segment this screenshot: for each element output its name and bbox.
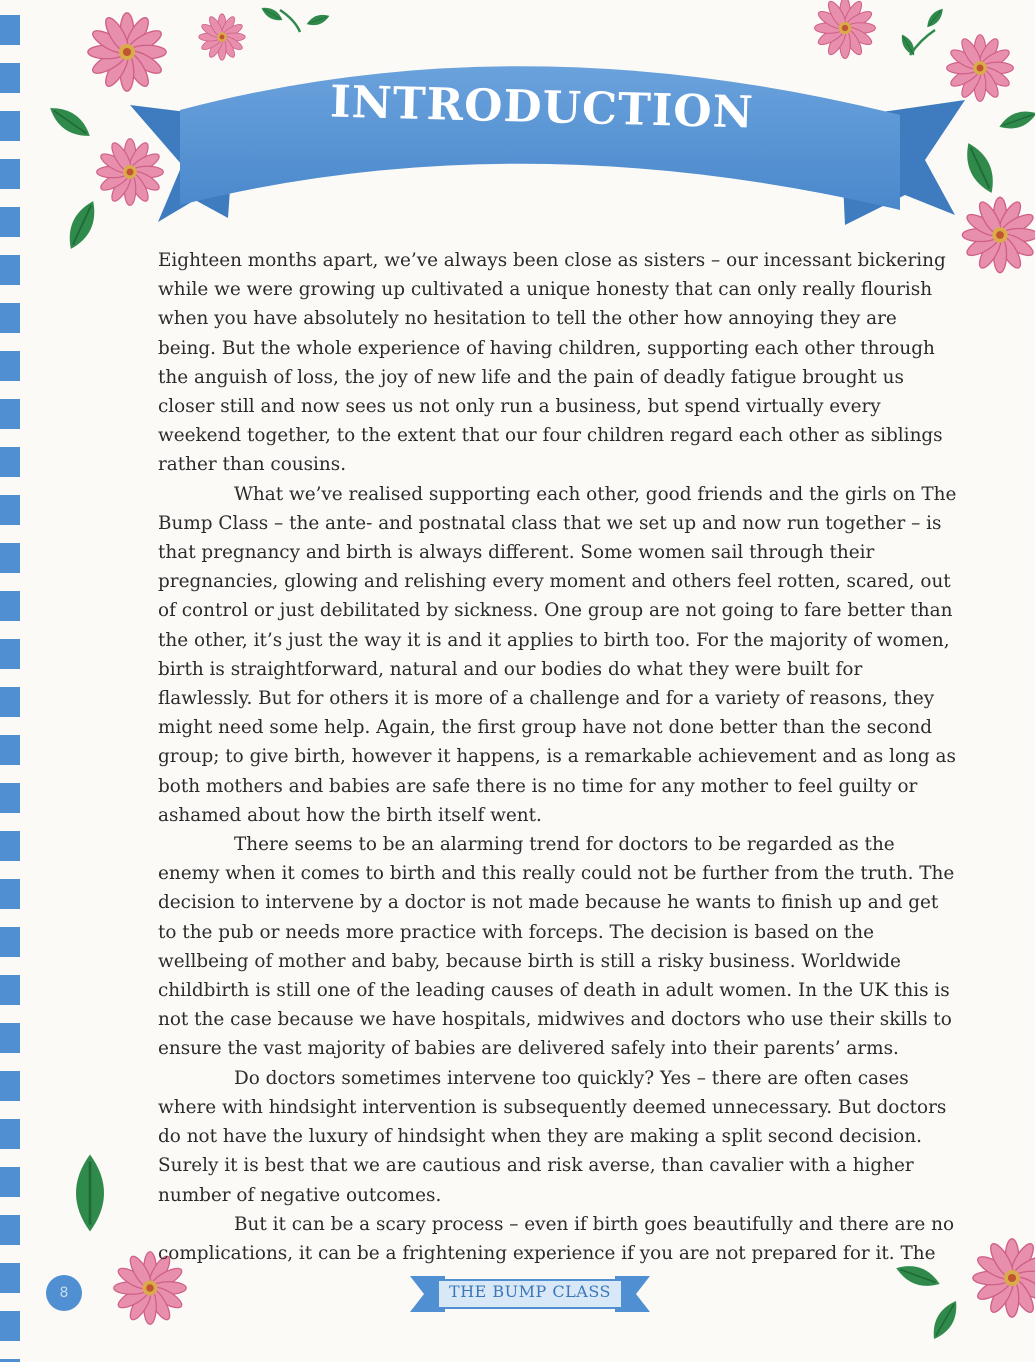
paragraph: Eighteen months apart, we’ve always been close as sisters – our incessant bickering while we were growing up cultivated a unique honesty that can only really flourish when you have absolutely no hesitation to tell the other how annoying they are being. But the whole experience of having children, supporting each other through the anguish of loss, the joy of new life and the pain of deadly fatigue brought us closer still and now sees us not only run a business, but spend virtually every weekend together, to the extent that our four children regard each other as siblings rather than cousins. [158,250,946,476]
flower-icon [199,14,245,60]
flower-icon [815,0,876,58]
running-footer-title: THE BUMP CLASS [449,1282,611,1301]
page-title: INTRODUCTION [329,76,755,139]
flower-icon [97,139,164,206]
leaf-icon [927,1297,963,1343]
intro-body-text [158,246,958,1268]
flower-icon [962,197,1035,272]
paragraph: But it can be a scary process – even if birth goes beautifully and there are no complications, it can be a frightening experience if you are not prepared for it. The [158,1213,955,1264]
leaf-icon [62,197,102,253]
paragraph: There seems to be an alarming trend for doctors to be regarded as the enemy when it comes to birth and this really could not be further from the truth. The decision to intervene by a doctor is not made because he wants to finish up and get to the pub or needs more practice with forceps. The decision is based on the wellbeing of mother and baby, because birth is still a risky business. Worldwide childbirth is still one of the leading causes of death in adult women. In the UK this is not the case because we have hospitals, midwives and doctors who use their skills to ensure the vast majority of babies are delivered safely into their parents’ arms. [158,834,955,1060]
sprout-icon [259,4,331,32]
flower-icon [973,1239,1035,1317]
page-number: 8 [46,1275,82,1311]
leaf-icon [959,139,1000,197]
leaf-icon [997,106,1035,133]
paragraph: Do doctors sometimes intervene too quickly? Yes – there are often cases where with hindsight intervention is subsequently deemed unnecessary. But doctors do not have the luxury of hindsight when they are making a split second decision. Surely it is best that we are cautious and risk averse, than cavalier with a higher number of negative outcomes. [158,1067,947,1206]
leaf-icon [45,101,95,143]
sprout-icon [898,6,946,58]
flower-icon [947,35,1014,102]
paragraph: What we’ve realised supporting each other, good friends and the girls on The Bump Class – the ante- and postnatal class that we set up and now run together – is that pregnancy and birth is always different. Some women sail through their pregnancies, glowing and relishing every moment and others feel rotten, scared, out of control or just debilitated by sickness. One group are not going to fare better than the other, it’s just the way it is and it applies to birth too. For the majority of women, birth is straightforward, natural and our bodies do what they were built for flawlessly. But for others it is more of a challenge and for a variety of reasons, they might need some help. Again, the first group have not done better than the second group; to give birth, however it happens, is a remarkable achievement and as long as both mothers and babies are safe there is no time for any mother to feel guilty or ashamed about how the birth itself went. [158,483,957,826]
flower-icon [88,13,166,91]
leaf-icon [76,1155,104,1232]
